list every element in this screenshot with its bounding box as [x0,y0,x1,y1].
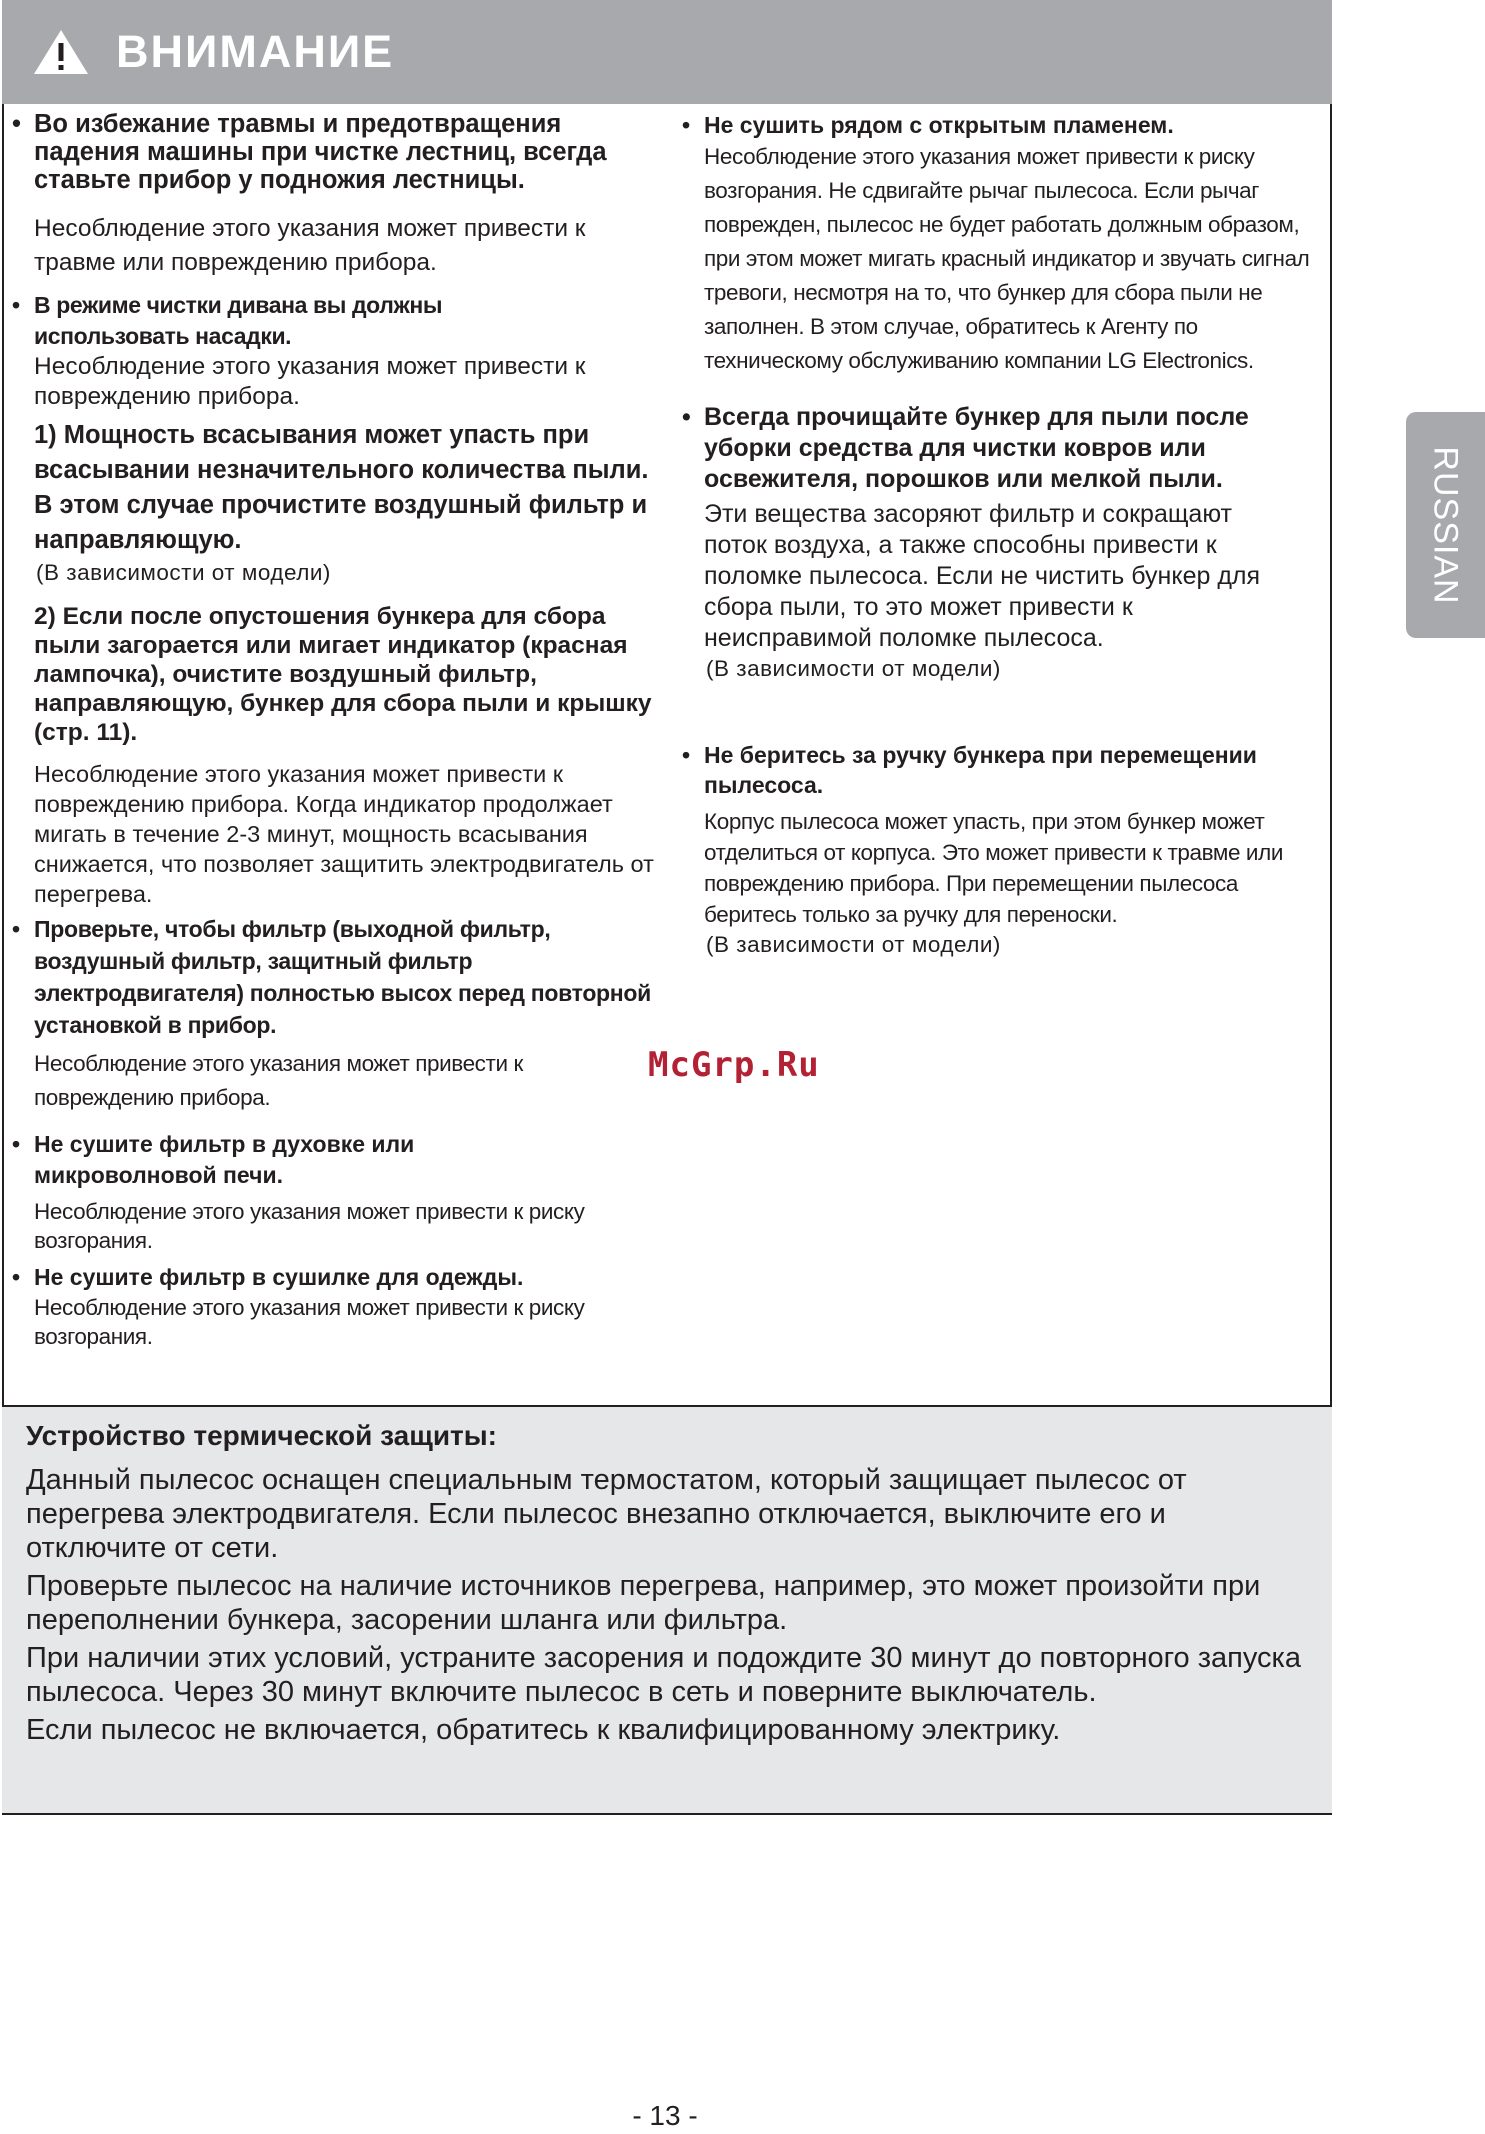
warning-item-oven [12,1129,662,1255]
warning-item-dryer [12,1261,662,1351]
warning-item-heading: • В режиме чистки дивана вы должны использовать насадки. [12,292,443,349]
sofa-note-2: 2) Если после опустошения бункера для сбора пыли загорается или мигает индикатор (красная лампочка), очистите воздушный фильтр, направляющую, бункер для сбора пыли и крышку (стр. 11). [34,603,652,746]
warning-item-heading: • Не сушить рядом с открытым пламенем. [682,112,1174,138]
warning-item-heading: • Не сушите фильтр в духовке или микроволновой печи. [12,1131,415,1188]
warning-header [2,0,1332,104]
right-column [682,110,1328,960]
language-tab-label: RUSSIAN [1427,445,1466,605]
model-note: (В зависимости от модели) [706,656,1001,681]
thermal-paragraph: Проверьте пылесос на наличие источников перегрева, например, это может произойти при переполнении бункера, засорении шланга или фильтра. [26,1570,1261,1636]
warning-item-heading: • Во избежание травмы и предотвращения падения машины при чистке лестниц, всегда ставьте прибор у подножия лестницы. [12,110,607,194]
warning-item-text: Несоблюдение этого указания может привести к повреждению прибора. [34,1051,523,1110]
warning-title: ВНИМАНИЕ [116,26,395,77]
warning-triangle-icon [32,28,90,76]
sofa-note-1: 1) Мощность всасывания может упасть при всасывании незначительного количества пыли. В этом случае прочистите воздушный фильтр и направляющую. [34,421,649,554]
thermal-paragraph: Данный пылесос оснащен специальным термостатом, который защищает пылесос от перегрева электродвигателя. Если пылесос внезапно отключается, выключите его и отключите от сети. [26,1464,1187,1564]
warning-item-filter-dry [12,913,662,1115]
warning-item-heading: • Не беритесь за ручку бункера при перемещении пылесоса. [682,742,1257,798]
page-number: - 13 - [632,2100,698,2131]
warning-item-text: Несоблюдение этого указания может привести к риску возгорания. [34,1199,585,1253]
warning-item-text: Несоблюдение этого указания может привести к риску возгорания. [34,1295,585,1349]
warning-item-text: Эти вещества засоряют фильтр и сокращают поток воздуха, а также способны привести к поломке пылесоса. Если не чистить бункер для сбора пыли, то это может привести к неисправимой поломке пылесоса. [704,500,1261,652]
thermal-paragraph: Если пылесос не включается, обратитесь к квалифицированному электрику. [26,1714,1061,1746]
model-note: (В зависимости от модели) [36,560,331,585]
warning-item-handle [682,740,1328,960]
warning-item-text: Несоблюдение этого указания может привести к риску возгорания. Не сдвигайте рычаг пылесоса. Если рычаг поврежден, пылесос не будет работать должным образом, при этом может мигать красный индикатор и звучать сигнал тревоги, несмотря на то, что бункер для сбора пыли не заполнен. В этом случае, обратитесь к Агенту по техническому обслуживанию компании LG Electronics. [704,144,1310,373]
thermal-paragraph: При наличии этих условий, устраните засорения и подождите 30 минут до повторного запуска пылесоса. Через 30 минут включите пылесос в сеть и поверните выключатель. [26,1642,1301,1708]
warning-item-text: Несоблюдение этого указания может привести к повреждению прибора. [34,353,586,410]
warning-item-heading: • Не сушите фильтр в сушилке для одежды. [12,1264,524,1290]
warning-item-sofa [12,290,662,909]
warning-item-stairs [12,110,622,280]
model-note: (В зависимости от модели) [706,932,1001,957]
warning-item-heading: • Проверьте, чтобы фильтр (выходной фильтр, воздушный фильтр, защитный фильтр электродвигателя) полностью высох перед повторной установкой в прибор. [12,916,651,1038]
warning-item-heading: • Всегда прочищайте бункер для пыли после уборки средства для чистки ковров или освежителя, порошков или мелкой пыли. [682,403,1249,493]
warning-item-clean-bin [682,402,1328,684]
language-tab [1406,412,1485,638]
warning-item-text: Несоблюдение этого указания может привести к травме или повреждению прибора. [34,215,586,276]
warning-item-text: Несоблюдение этого указания может привести к повреждению прибора. Когда индикатор продолжает мигать в течение 2-3 минут, мощность всасывания снижается, что позволяет защитить электродвигатель от перегрева. [34,761,654,907]
thermal-protection-box [2,1407,1332,1815]
warning-item-flame [682,110,1328,378]
watermark: McGrp.Ru [648,1045,820,1085]
left-column [12,110,662,1351]
thermal-protection-title: Устройство термической защиты: [26,1420,497,1451]
warning-item-text: Корпус пылесоса может упасть, при этом бункер может отделиться от корпуса. Это может привести к травме или повреждению прибора. При перемещении пылесоса беритесь только за ручку для переноски. [704,809,1284,927]
